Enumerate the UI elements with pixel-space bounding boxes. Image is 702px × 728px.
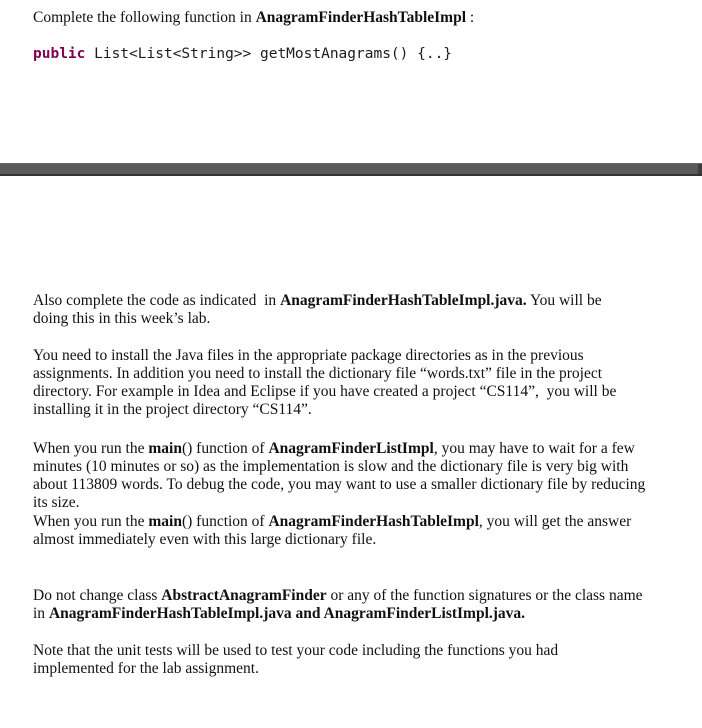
paragraph-unit-tests	[33, 642, 593, 678]
para1-suffix: You will be doing this in this week’s lab.	[33, 292, 602, 327]
paragraph-complete-code	[33, 292, 633, 328]
para3-prefix: When you run the	[33, 440, 149, 457]
paragraph-do-not-change	[33, 587, 643, 623]
code-keyword: public	[33, 46, 86, 62]
intro-class-name: AnagramFinderHashTableImpl	[255, 9, 467, 26]
para3-suffix: , you may have to wait for a few minutes (10 minutes or so) as the implementation is slow and the dictionary file is very big with about 113809 words. To debug the code, you may want to use a smaller dictionary file by reducing its size.	[33, 440, 646, 511]
para5-mid: or any of the function signatures or the class name in	[33, 587, 643, 622]
paragraph-list-impl	[33, 440, 663, 512]
code-signature-text: List<List<String>> getMostAnagrams() {..}	[85, 46, 453, 62]
para4-prefix: When you run the	[33, 513, 149, 530]
para5-class-name: AbstractAnagramFinder	[161, 587, 327, 604]
intro-prefix: Complete the following function in	[33, 9, 256, 26]
para1-prefix: Also complete the code as indicated in	[33, 292, 281, 309]
para3-mid: () function of	[181, 440, 269, 457]
intro-suffix: :	[466, 9, 475, 26]
para3-main: main	[148, 440, 182, 457]
intro-instruction	[33, 9, 673, 27]
code-signature	[33, 44, 452, 64]
para4-class-name: AnagramFinderHashTableImpl	[268, 513, 479, 530]
para5-files: AnagramFinderHashTableImpl.java and AnagramFinderListImpl.java.	[48, 605, 526, 622]
para5-prefix: Do not change class	[33, 587, 162, 604]
para4-main: main	[148, 513, 182, 530]
paragraph-install-files	[33, 347, 643, 419]
para1-file: AnagramFinderHashTableImpl.java.	[280, 292, 527, 309]
paragraph-hash-impl	[33, 513, 663, 549]
para6-text: Note that the unit tests will be used to test your code including the functions you had implemented for the lab assignment.	[33, 642, 559, 677]
para4-suffix: , you will get the answer almost immediately even with this large dictionary file.	[33, 513, 632, 548]
para2-text: You need to install the Java files in the appropriate package directories as in the previous assignments. In addition you need to install the dictionary file “words.txt” file in the project directory. For example in Idea and Eclipse if you have created a project “CS114”, you will be installing it in the project directory “CS114”.	[33, 347, 621, 418]
para3-class-name: AnagramFinderListImpl	[268, 440, 434, 457]
para4-mid: () function of	[181, 513, 269, 530]
section-divider	[0, 163, 702, 176]
